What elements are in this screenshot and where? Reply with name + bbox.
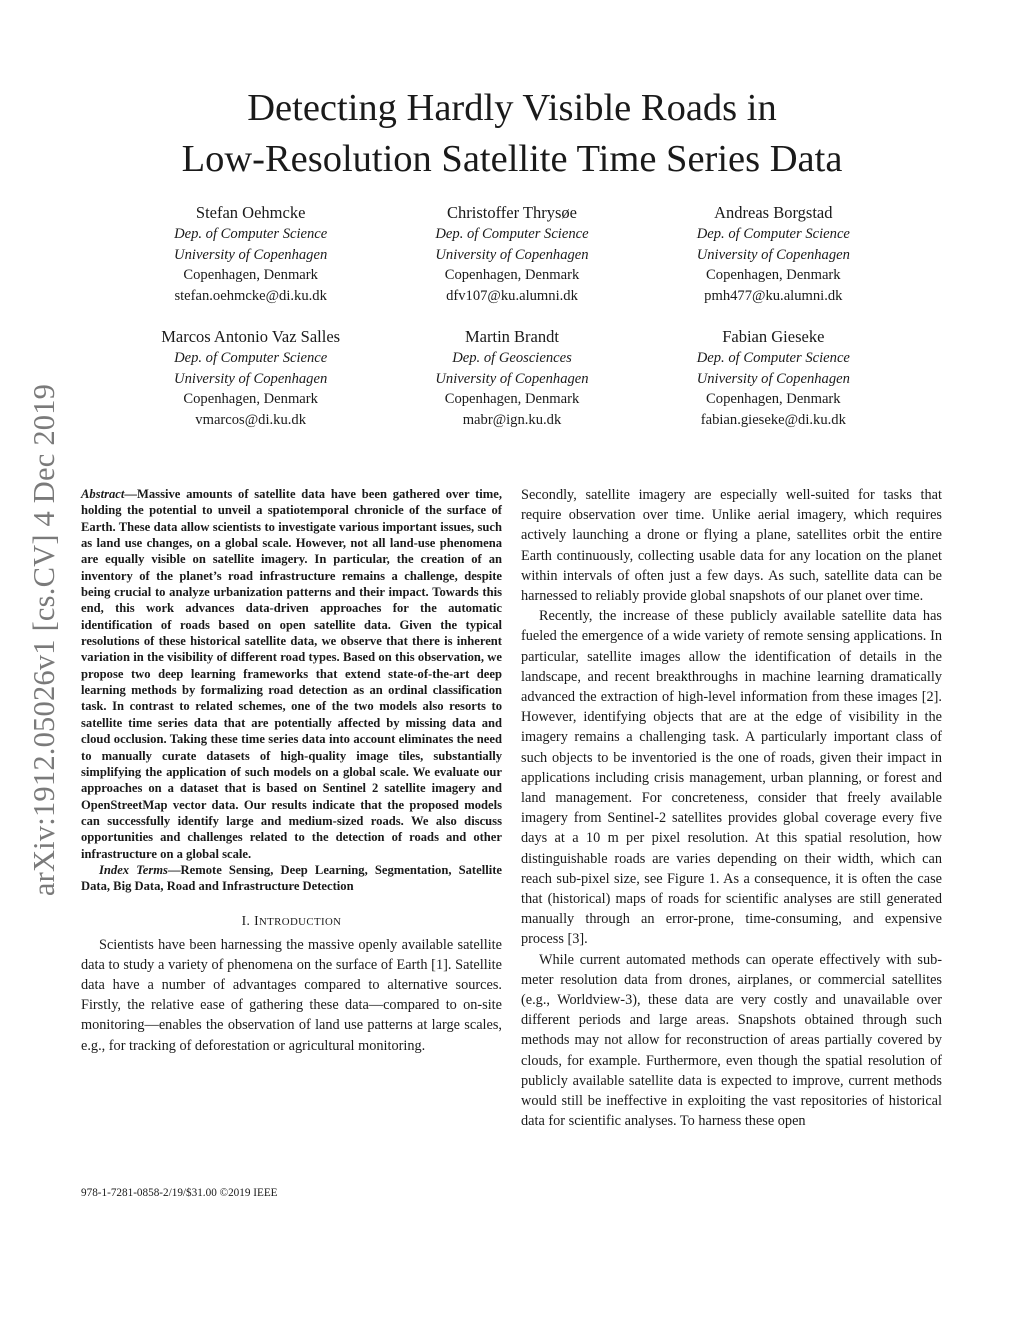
author-email: mabr@ign.ku.dk <box>462 411 562 428</box>
index-terms-label: Index Terms <box>99 862 168 877</box>
paper-title <box>120 83 904 185</box>
intro-paragraph-4: While current automated methods can operate effectively with sub-meter resolution data from drones, airplanes, or commercial satellites (e.g., Worldview-3), these data are very costly and unavailable over different periods and large areas. Snapshots obtained through such methods may not allow for reconstruction of areas partially covered by clouds, for example. Furthermore, even though the spatial resolution of publicly available satellite data is expected to improve, current methods would still be ineffective in exploiting the vast repositories of historical data for scientific analyses. To harness these open <box>521 951 942 1130</box>
author-university: University of Copenhagen <box>435 370 589 387</box>
author-university: University of Copenhagen <box>174 246 328 263</box>
author-city: Copenhagen, Denmark <box>444 391 580 407</box>
index-terms <box>81 862 502 895</box>
author-city: Copenhagen, Denmark <box>183 391 318 407</box>
arxiv-identifier: arXiv:1912.05026v1 [cs.CV] 4 Dec 2019 <box>27 383 61 897</box>
section-first-letter: I <box>254 912 259 928</box>
author-city: Copenhagen, Denmark <box>183 267 318 283</box>
author-name: Fabian Gieseke <box>722 327 825 346</box>
author-name: Christoffer Thrysøe <box>446 203 577 222</box>
author-email: vmarcos@di.ku.dk <box>195 411 307 428</box>
author-row-2 <box>120 326 904 430</box>
author-university: University of Copenhagen <box>435 246 589 263</box>
author-block <box>381 202 642 306</box>
author-email: dfv107@ku.alumni.dk <box>446 287 578 304</box>
author-name: Martin Brandt <box>465 327 559 346</box>
author-row-1 <box>120 202 904 306</box>
section-heading-introduction <box>81 912 502 931</box>
title-line-1: Detecting Hardly Visible Roads in <box>247 87 777 129</box>
author-block <box>120 202 381 306</box>
right-column <box>521 485 942 1132</box>
author-email: fabian.gieseke@di.ku.dk <box>700 411 846 428</box>
author-email: stefan.oehmcke@di.ku.dk <box>174 287 327 304</box>
abstract-text: —Massive amounts of satellite data have been gathered over time, holding the potential to unveil a spatiotemporal chronicle of the surface of Earth. These data allow scientists to investigate various important issues, such as land use changes, on a global scale. However, not all land-use phenomena are equally visible on satellite imagery. In particular, the creation of an inventory of the planet’s road infrastructure remains a challenge, despite being crucial to analyze urbanization patterns and their impact. Towards this end, this work advances data-driven approaches for the automatic identification of roads based on open satellite data. Given the typical resolutions of these historical satellite data, we observe that there is inherent variation in the visibility of different road types. Based on this observation, we propose two deep learning frameworks that extend state-of-the-art deep learning methods by formalizing road detection as an ordinal classification task. In contrast to related schemes, one of the two models also resorts to satellite time series data that are potentially affected by missing data and cloud occlusion. Taking these time series data into account eliminates the need to manually curate datasets of high-quality image tiles, substantially simplifying the application of such models on a global scale. We evaluate our approaches on a dataset that is based on Sentinel 2 satellite imagery and OpenStreetMap vector data. Our results indicate that the proposed models can successfully identify large and medium-sized roads. We also discuss opportunities and challenges related to the detection of roads and other infrastructure on a global scale. <box>81 487 502 861</box>
author-department: Dep. of Computer Science <box>174 350 328 366</box>
author-email: pmh477@ku.alumni.dk <box>704 287 843 304</box>
copyright-footer: 978-1-7281-0858-2/19/$31.00 ©2019 IEEE <box>81 1187 278 1199</box>
author-city: Copenhagen, Denmark <box>444 267 580 283</box>
intro-paragraph-2: Secondly, satellite imagery are especially well-suited for tasks that require observation over time. Unlike aerial imagery, which requires actively launching a drone or flying a plane, satellites orbit the entire Earth continuously, collecting usable data for any location on the planet within intervals of often just a few days. As such, satellite data can be harnessed to reliably provide global snapshots of our planet over time. <box>521 487 942 605</box>
section-title-rest: NTRODUCTION <box>258 915 342 928</box>
author-block <box>643 326 904 430</box>
author-department: Dep. of Computer Science <box>696 226 850 242</box>
author-block <box>643 202 904 306</box>
section-number: I. <box>241 912 255 928</box>
author-department: Dep. of Computer Science <box>696 350 850 366</box>
author-name: Marcos Antonio Vaz Salles <box>161 327 341 346</box>
author-name: Andreas Borgstad <box>714 203 833 222</box>
author-department: Dep. of Geosciences <box>452 350 572 366</box>
title-line-2: Low-Resolution Satellite Time Series Data <box>181 138 843 180</box>
author-department: Dep. of Computer Science <box>174 226 328 242</box>
author-university: University of Copenhagen <box>174 370 328 387</box>
intro-paragraph-1: Scientists have been harnessing the massive openly available satellite data to study a variety of phenomena on the surface of Earth [1]. Satellite data have a number of advantages compared to alternative sources. Firstly, the relative ease of gathering these data—compared to on-site monitoring—enables the observation of land use patterns at large scales, e.g., for tracking of deforestation or agricultural monitoring. <box>81 936 502 1054</box>
intro-paragraph-3: Recently, the increase of these publicly available satellite data has fueled the emergence of a wide variety of remote sensing applications. In particular, satellite images allow the identification of details in the landscape, and recent breakthroughs in machine learning dramatically advanced the extraction of high-level information from these images [2]. However, identifying objects that are at the edge of visibility in the imagery remains a challenging task. A particularly important class of such objects to be inventoried is the one of roads, given their impact in applications including crisis management, urban planning, or forest and land management. For concreteness, consider that freely available imagery from Sentinel-2 satellites provides global coverage every five days at a 10 m per pixel resolution. At this spatial resolution, how distinguishable roads are varies depending on their width, which can reach sub-pixel size, see Figure 1. As a consequence, it is often the case that (historical) maps of roads for scientific analyses are still generated manually through an error-prone, time-consuming, and expensive process [3]. <box>521 608 942 948</box>
author-department: Dep. of Computer Science <box>435 226 589 242</box>
author-city: Copenhagen, Denmark <box>706 391 841 407</box>
index-terms-text: —Remote Sensing, Deep Learning, Segmentation, Satellite Data, Big Data, Road and Infrastructure Detection <box>81 862 502 894</box>
author-block <box>381 326 642 430</box>
abstract <box>81 486 502 862</box>
author-university: University of Copenhagen <box>696 370 850 387</box>
author-name: Stefan Oehmcke <box>195 203 306 222</box>
author-city: Copenhagen, Denmark <box>706 267 841 283</box>
author-block <box>120 326 381 430</box>
abstract-label: Abstract <box>81 487 125 501</box>
author-university: University of Copenhagen <box>696 246 850 263</box>
left-column <box>81 486 502 1056</box>
